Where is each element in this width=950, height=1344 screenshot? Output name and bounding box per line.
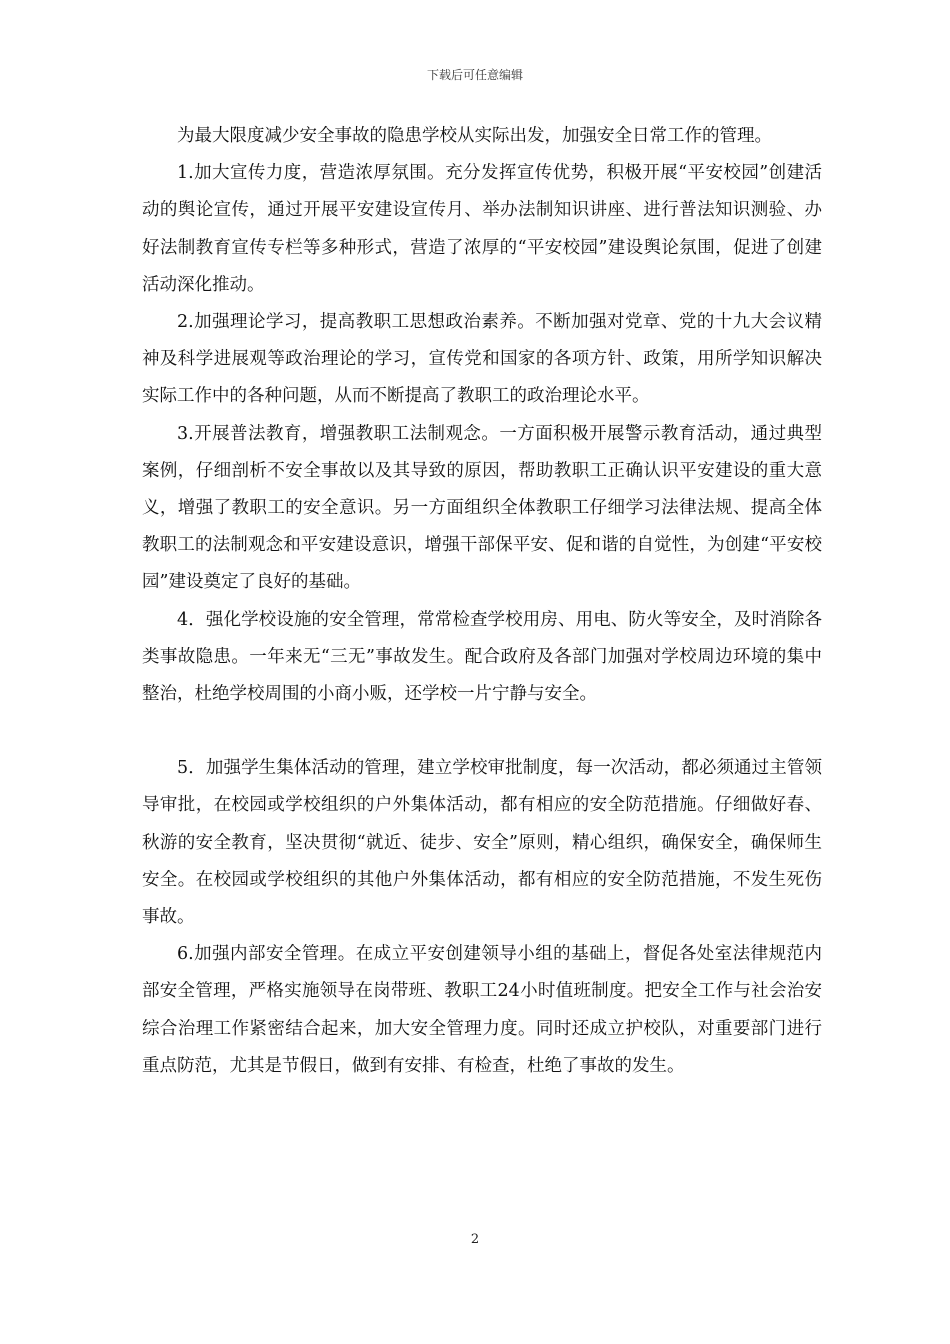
page-header: 下载后可任意编辑: [426, 68, 523, 82]
paragraph-item-3: 3.开展普法教育，增强教职工法制观念。一方面积极开展警示教育活动，通过典型案例，仔细剖析不安全事故以及其导致的原因，帮助教职工正确认识平安建设的重大意义，增强了教职工的安全意识。另一方面组织全体教职工仔细学习法律法规、提高全体教职工的法制观念和平安建设意识，增强干部保平安、促和谐的自觉性，为创建“平安校园”建设奠定了良好的基础。: [142, 423, 822, 593]
paragraph-item-4: 4．强化学校设施的安全管理，常常检查学校用房、用电、防火等安全，及时消除各类事故隐患。一年来无“三无”事故发生。配合政府及各部门加强对学校周边环境的集中整治，杜绝学校周围的小商小贩，还学校一片宁静与安全。: [142, 609, 822, 705]
document-body: [142, 118, 822, 1085]
page-number: 2: [470, 1232, 480, 1247]
paragraph-intro: 为最大限度减少安全事故的隐患学校从实际出发，加强安全日常工作的管理。: [177, 126, 772, 146]
paragraph-item-5: 5．加强学生集体活动的管理，建立学校审批制度，每一次活动，都必须通过主管领导审批，在校园或学校组织的户外集体活动，都有相应的安全防范措施。仔细做好春、秋游的安全教育，坚决贯彻“就近、徒步、安全”原则，精心组织，确保安全，确保师生安全。在校园或学校组织的其他户外集体活动，都有相应的安全防范措施，不发生死伤事故。: [142, 758, 822, 928]
paragraph-item-6: 6.加强内部安全管理。在成立平安创建领导小组的基础上，督促各处室法律规范内部安全管理，严格实施领导在岗带班、教职工24小时值班制度。把安全工作与社会治安综合治理工作紧密结合起来，加大安全管理力度。同时还成立护校队，对重要部门进行重点防范，尤其是节假日，做到有安排、有检查，杜绝了事故的发生。: [142, 944, 822, 1076]
paragraph-item-2: 2.加强理论学习，提高教职工思想政治素养。不断加强对党章、党的十九大会议精神及科学进展观等政治理论的学习，宣传党和国家的各项方针、政策，用所学知识解决实际工作中的各种问题，从而不断提高了教职工的政治理论水平。: [142, 312, 822, 407]
paragraph-item-1: 1.加大宣传力度，营造浓厚氛围。充分发挥宣传优势，积极开展“平安校园”创建活动的舆论宣传，通过开展平安建设宣传月、举办法制知识讲座、进行普法知识测验、办好法制教育宣传专栏等多种形式，营造了浓厚的“平安校园”建设舆论氛围，促进了创建活动深化推动。: [142, 163, 822, 295]
